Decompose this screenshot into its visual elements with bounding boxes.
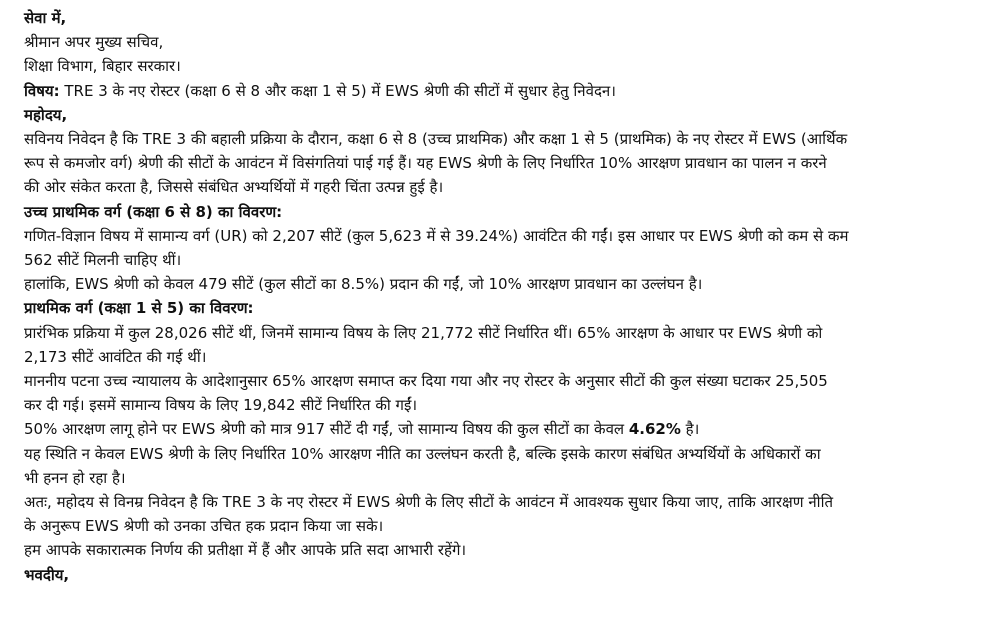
closing-line: हम आपके सकारात्मक निर्णय की प्रतीक्षा में हैं और आपके प्रति सदा आभारी रहेंगे। <box>24 541 467 560</box>
recipient-line: श्रीमान अपर मुख्य सचिव, <box>24 33 164 52</box>
intro-line: रूप से कमजोर वर्ग) श्रेणी की सीटों के आवंटन में विसंगतियां पाई गई हैं। यह EWS श्रेणी के लिए निर्धारित 10% आरक्षण प्रावधान का पालन न करने <box>24 154 827 173</box>
signoff: भवदीय, <box>24 565 70 584</box>
request-line: के अनुरूप EWS श्रेणी को उनका उचित हक प्रदान किया जा सके। <box>24 517 384 536</box>
letter-document <box>24 6 984 587</box>
upper-para-line: हालांकि, EWS श्रेणी को केवल 479 सीटें (कुल सीटों का 8.5%) प्रदान की गईं, जो 10% आरक्षण प्रावधान का उल्लंघन है। <box>24 275 703 294</box>
greeting: महोदय, <box>24 105 68 124</box>
upper-para-line: गणित-विज्ञान विषय में सामान्य वर्ग (UR) को 2,207 सीटें (कुल 5,623 में से 39.24%) आवंटित की गईं। इस आधार पर EWS श्रेणी को कम से कम <box>24 226 849 245</box>
primary-para3-end: है। <box>680 420 700 439</box>
intro-line: सविनय निवेदन है कि TRE 3 की बहाली प्रक्रिया के दौरान, कक्षा 6 से 8 (उच्च प्राथमिक) और कक्षा 1 से 5 (प्राथमिक) के नए रोस्टर में EWS (आर्थिक <box>24 130 848 149</box>
subject-label: विषय: <box>24 81 60 100</box>
section-heading-primary: प्राथमिक वर्ग (कक्षा 1 से 5) का विवरण: <box>24 299 254 318</box>
intro-line: की ओर संकेत करता है, जिससे संबंधित अभ्यर्थियों में गहरी चिंता उत्पन्न हुई है। <box>24 178 444 197</box>
section-heading-upper-primary: उच्च प्राथमिक वर्ग (कक्षा 6 से 8) का विवरण: <box>24 202 283 221</box>
primary-para-line: 2,173 सीटें आवंटित की गई थीं। <box>24 347 207 366</box>
primary-para-line: भी हनन हो रहा है। <box>24 468 126 487</box>
salutation-to: सेवा में, <box>24 9 67 27</box>
primary-para-line <box>24 417 984 441</box>
recipient-line: शिक्षा विभाग, बिहार सरकार। <box>24 57 181 76</box>
subject-line <box>24 79 984 103</box>
primary-para3-text: 50% आरक्षण लागू होने पर EWS श्रेणी को मात्र 917 सीटें दी गईं, जो सामान्य विषय की कुल सीटों का केवल <box>24 420 629 439</box>
upper-para-line: 562 सीटें मिलनी चाहिए थीं। <box>24 251 182 270</box>
request-line: अतः, महोदय से विनम्र निवेदन है कि TRE 3 के नए रोस्टर में EWS श्रेणी के लिए सीटों के आवंटन में आवश्यक सुधार किया जाए, ताकि आरक्षण नीति <box>24 493 834 512</box>
subject-text: TRE 3 के नए रोस्टर (कक्षा 6 से 8 और कक्षा 1 से 5) में EWS श्रेणी की सीटों में सुधार हेतु निवेदन। <box>59 81 616 100</box>
primary-para-line: यह स्थिति न केवल EWS श्रेणी के लिए निर्धारित 10% आरक्षण नीति का उल्लंघन करती है, बल्कि इसके कारण संबंधित अभ्यर्थियों के अधिकारों का <box>24 444 821 463</box>
primary-para-line: प्रारंभिक प्रक्रिया में कुल 28,026 सीटें थीं, जिनमें सामान्य विषय के लिए 21,772 सीटें निर्धारित थीं। 65% आरक्षण के आधार पर EWS श्रेणी को <box>24 323 823 342</box>
primary-para-line: माननीय पटना उच्च न्यायालय के आदेशानुसार 65% आरक्षण समाप्त कर दिया गया और नए रोस्टर के अनुसार सीटों की कुल संख्या घटाकर 25,505 <box>24 372 828 391</box>
primary-para-line: कर दी गई। इसमें सामान्य विषय के लिए 19,842 सीटें निर्धारित की गईं। <box>24 396 418 415</box>
ews-percentage-bold: 4.62% <box>628 420 681 439</box>
